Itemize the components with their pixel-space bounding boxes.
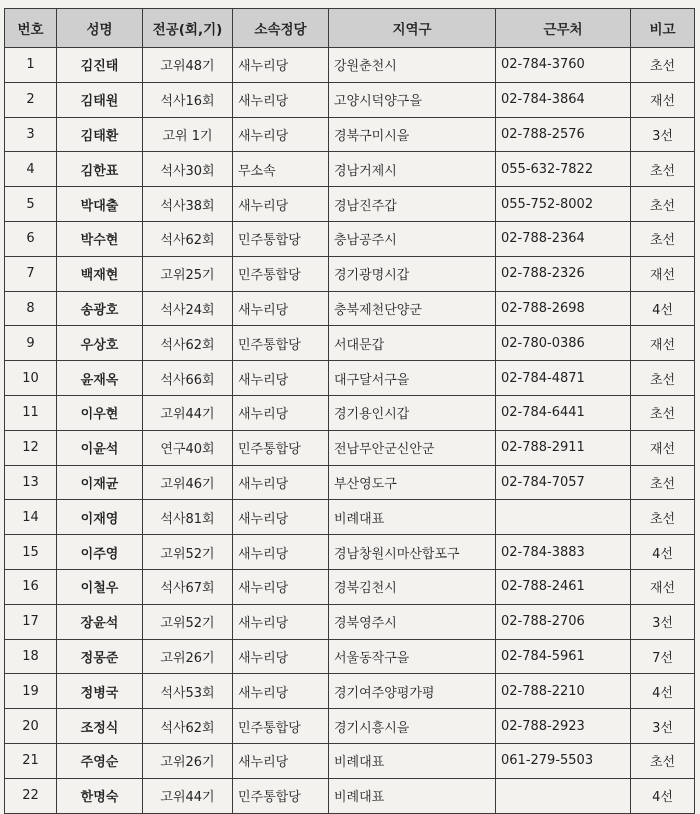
member-name: 이재균: [57, 465, 143, 500]
member-office-phone: 061-279-5503: [496, 743, 631, 778]
member-office-phone: 02-784-3760: [496, 48, 631, 83]
member-note: 초선: [631, 152, 695, 187]
member-region: 고양시덕양구을: [329, 82, 496, 117]
member-region: 비례대표: [329, 500, 496, 535]
member-name: 이우현: [57, 395, 143, 430]
member-party: 무소속: [233, 152, 329, 187]
table-row: [5, 500, 695, 535]
member-note: 재선: [631, 569, 695, 604]
member-major: 고위25기: [143, 256, 233, 291]
member-major: 고위 1기: [143, 117, 233, 152]
member-note: 4선: [631, 291, 695, 326]
member-name: 조정식: [57, 709, 143, 744]
table-body: [5, 48, 695, 814]
member-office-phone: 02-788-2326: [496, 256, 631, 291]
member-region: 부산영도구: [329, 465, 496, 500]
member-note: 초선: [631, 48, 695, 83]
member-office-phone: 02-788-2698: [496, 291, 631, 326]
member-name: 주영순: [57, 743, 143, 778]
member-office-phone: [496, 778, 631, 813]
member-name: 우상호: [57, 326, 143, 361]
row-number: 20: [5, 709, 57, 744]
member-region: 충남공주시: [329, 221, 496, 256]
member-region: 서울동작구을: [329, 639, 496, 674]
table-row: [5, 778, 695, 813]
member-region: 경남거제시: [329, 152, 496, 187]
member-party: 민주통합당: [233, 430, 329, 465]
header-number: 번호: [5, 9, 57, 48]
member-major: 고위26기: [143, 743, 233, 778]
row-number: 18: [5, 639, 57, 674]
row-number: 19: [5, 674, 57, 709]
member-name: 백재현: [57, 256, 143, 291]
table-row: [5, 569, 695, 604]
member-office-phone: 02-784-4871: [496, 361, 631, 396]
header-name: 성명: [57, 9, 143, 48]
member-name: 윤재옥: [57, 361, 143, 396]
table-row: [5, 604, 695, 639]
member-note: 초선: [631, 361, 695, 396]
row-number: 13: [5, 465, 57, 500]
member-party: 새누리당: [233, 361, 329, 396]
table-row: [5, 743, 695, 778]
member-major: 석사30회: [143, 152, 233, 187]
member-name: 장윤석: [57, 604, 143, 639]
row-number: 7: [5, 256, 57, 291]
header-region: 지역구: [329, 9, 496, 48]
member-major: 고위26기: [143, 639, 233, 674]
member-major: 고위52기: [143, 604, 233, 639]
member-party: 새누리당: [233, 535, 329, 570]
member-party: 새누리당: [233, 674, 329, 709]
member-note: 4선: [631, 778, 695, 813]
table-row: [5, 674, 695, 709]
row-number: 11: [5, 395, 57, 430]
row-number: 1: [5, 48, 57, 83]
member-region: 경기여주양평가평: [329, 674, 496, 709]
member-party: 민주통합당: [233, 221, 329, 256]
member-major: 석사81회: [143, 500, 233, 535]
member-region: 경남창원시마산합포구: [329, 535, 496, 570]
member-major: 석사67회: [143, 569, 233, 604]
table-row: [5, 48, 695, 83]
member-office-phone: 055-632-7822: [496, 152, 631, 187]
table-row: [5, 709, 695, 744]
member-office-phone: 02-784-3864: [496, 82, 631, 117]
member-region: 강원춘천시: [329, 48, 496, 83]
member-major: 석사62회: [143, 326, 233, 361]
member-note: 초선: [631, 743, 695, 778]
member-party: 민주통합당: [233, 709, 329, 744]
row-number: 8: [5, 291, 57, 326]
member-party: 새누리당: [233, 465, 329, 500]
member-office-phone: 055-752-8002: [496, 187, 631, 222]
member-name: 김태환: [57, 117, 143, 152]
member-region: 비례대표: [329, 743, 496, 778]
member-party: 새누리당: [233, 117, 329, 152]
table-row: [5, 291, 695, 326]
member-party: 새누리당: [233, 48, 329, 83]
member-office-phone: 02-788-2461: [496, 569, 631, 604]
table-row: [5, 152, 695, 187]
header-major: 전공(회,기): [143, 9, 233, 48]
member-party: 민주통합당: [233, 326, 329, 361]
row-number: 15: [5, 535, 57, 570]
member-region: 대구달서구을: [329, 361, 496, 396]
member-major: 고위44기: [143, 778, 233, 813]
member-note: 초선: [631, 187, 695, 222]
table-row: [5, 82, 695, 117]
row-number: 5: [5, 187, 57, 222]
table-row: [5, 187, 695, 222]
member-note: 초선: [631, 221, 695, 256]
member-note: 초선: [631, 500, 695, 535]
member-name: 정병국: [57, 674, 143, 709]
member-party: 새누리당: [233, 187, 329, 222]
member-major: 석사38회: [143, 187, 233, 222]
member-office-phone: 02-780-0386: [496, 326, 631, 361]
row-number: 6: [5, 221, 57, 256]
row-number: 3: [5, 117, 57, 152]
member-region: 비례대표: [329, 778, 496, 813]
member-party: 새누리당: [233, 743, 329, 778]
member-party: 새누리당: [233, 291, 329, 326]
row-number: 4: [5, 152, 57, 187]
member-party: 새누리당: [233, 639, 329, 674]
row-number: 21: [5, 743, 57, 778]
table-row: [5, 465, 695, 500]
member-region: 경기시흥시을: [329, 709, 496, 744]
member-party: 새누리당: [233, 604, 329, 639]
member-name: 한명숙: [57, 778, 143, 813]
row-number: 12: [5, 430, 57, 465]
header-row: [5, 9, 695, 48]
member-region: 경북영주시: [329, 604, 496, 639]
member-office-phone: 02-788-2210: [496, 674, 631, 709]
member-region: 서대문갑: [329, 326, 496, 361]
member-major: 석사53회: [143, 674, 233, 709]
members-table: [4, 8, 695, 814]
member-name: 김한표: [57, 152, 143, 187]
table-row: [5, 430, 695, 465]
header-note: 비고: [631, 9, 695, 48]
member-major: 석사66회: [143, 361, 233, 396]
member-office-phone: 02-784-7057: [496, 465, 631, 500]
member-note: 7선: [631, 639, 695, 674]
member-note: 4선: [631, 674, 695, 709]
member-name: 이주영: [57, 535, 143, 570]
member-office-phone: 02-788-2364: [496, 221, 631, 256]
member-region: 충북제천단양군: [329, 291, 496, 326]
row-number: 22: [5, 778, 57, 813]
member-note: 초선: [631, 465, 695, 500]
row-number: 2: [5, 82, 57, 117]
member-office-phone: 02-788-2706: [496, 604, 631, 639]
row-number: 14: [5, 500, 57, 535]
member-major: 석사24회: [143, 291, 233, 326]
member-party: 새누리당: [233, 82, 329, 117]
member-region: 전남무안군신안군: [329, 430, 496, 465]
table-row: [5, 117, 695, 152]
member-name: 이윤석: [57, 430, 143, 465]
member-office-phone: 02-788-2911: [496, 430, 631, 465]
row-number: 17: [5, 604, 57, 639]
table-row: [5, 361, 695, 396]
member-name: 김진태: [57, 48, 143, 83]
member-party: 새누리당: [233, 395, 329, 430]
member-party: 민주통합당: [233, 778, 329, 813]
member-note: 재선: [631, 326, 695, 361]
member-region: 경북김천시: [329, 569, 496, 604]
member-party: 민주통합당: [233, 256, 329, 291]
table-row: [5, 535, 695, 570]
member-name: 이재영: [57, 500, 143, 535]
member-office-phone: 02-784-3883: [496, 535, 631, 570]
member-note: 재선: [631, 430, 695, 465]
header-office: 근무처: [496, 9, 631, 48]
table-row: [5, 326, 695, 361]
member-major: 고위48기: [143, 48, 233, 83]
member-name: 정몽준: [57, 639, 143, 674]
member-major: 고위44기: [143, 395, 233, 430]
member-office-phone: 02-784-6441: [496, 395, 631, 430]
row-number: 16: [5, 569, 57, 604]
member-office-phone: [496, 500, 631, 535]
member-region: 경북구미시을: [329, 117, 496, 152]
member-name: 송광호: [57, 291, 143, 326]
member-note: 재선: [631, 256, 695, 291]
member-note: 3선: [631, 604, 695, 639]
member-office-phone: 02-788-2576: [496, 117, 631, 152]
member-name: 박대출: [57, 187, 143, 222]
member-region: 경기광명시갑: [329, 256, 496, 291]
member-major: 고위52기: [143, 535, 233, 570]
member-name: 이철우: [57, 569, 143, 604]
row-number: 10: [5, 361, 57, 396]
table-row: [5, 395, 695, 430]
member-name: 김태원: [57, 82, 143, 117]
row-number: 9: [5, 326, 57, 361]
member-note: 재선: [631, 82, 695, 117]
member-major: 석사16회: [143, 82, 233, 117]
member-region: 경남진주갑: [329, 187, 496, 222]
member-major: 연구40회: [143, 430, 233, 465]
member-party: 새누리당: [233, 500, 329, 535]
member-major: 석사62회: [143, 221, 233, 256]
member-party: 새누리당: [233, 569, 329, 604]
member-major: 고위46기: [143, 465, 233, 500]
member-region: 경기용인시갑: [329, 395, 496, 430]
member-note: 3선: [631, 117, 695, 152]
member-office-phone: 02-788-2923: [496, 709, 631, 744]
member-office-phone: 02-784-5961: [496, 639, 631, 674]
table-row: [5, 221, 695, 256]
member-note: 4선: [631, 535, 695, 570]
table-row: [5, 639, 695, 674]
member-name: 박수현: [57, 221, 143, 256]
member-note: 3선: [631, 709, 695, 744]
table-row: [5, 256, 695, 291]
member-major: 석사62회: [143, 709, 233, 744]
header-party: 소속정당: [233, 9, 329, 48]
member-note: 초선: [631, 395, 695, 430]
